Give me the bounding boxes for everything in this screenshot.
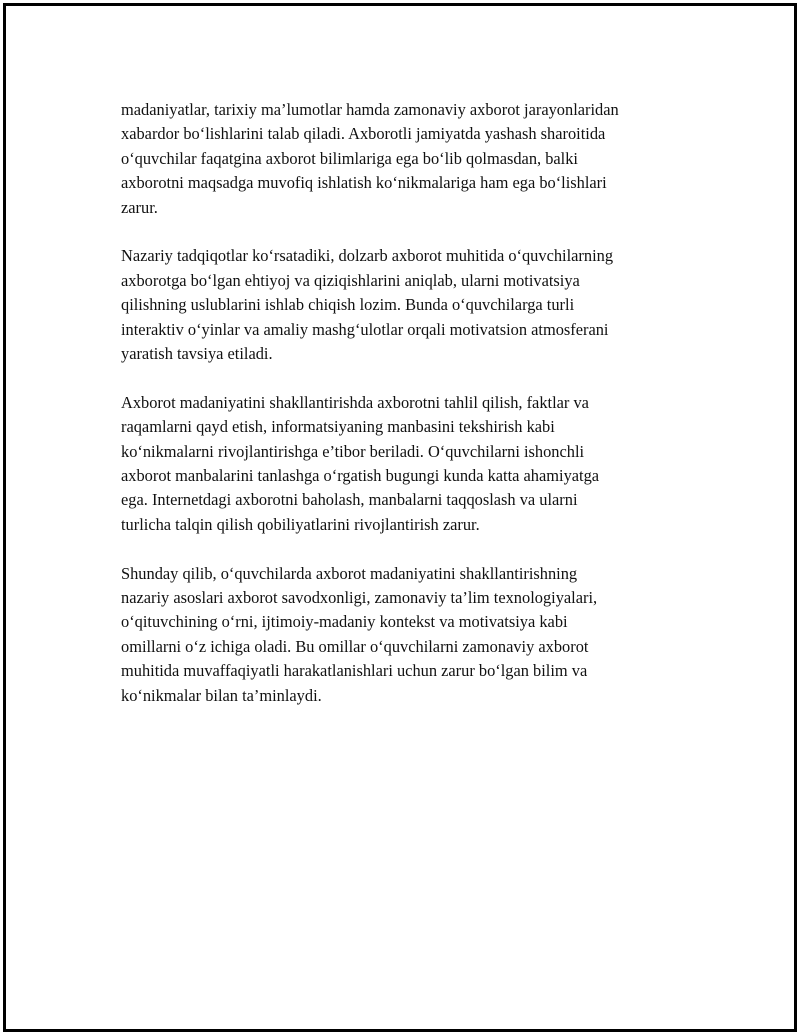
paragraph-3: Axborot madaniyatini shakllantirishda axborotni tahlil qilish, faktlar va raqamlarni qayd etish, informatsiyaning manbasini tekshirish kabi ko‘nikmalarni rivojlantirishga e’tibor beriladi. O‘quvchilarni ishonchli axborot manbalarini tanlashga o‘rgatish bugungi kunda katta ahamiyatga ega. Internetdagi axborotni baholash, manbalarni taqqoslash va ularni turlicha talqin qilish qobiliyatlarini rivojlantirish zarur. bbox=[121, 392, 600, 534]
paragraph-4: Shunday qilib, o‘quvchilarda axborot madaniyatini shakllantirishning nazariy asoslari axborot savodxonligi, zamonaviy ta’lim texnologiyalari, o‘qituvchining o‘rni, ijtimoiy-madaniy kontekst va motivatsiya kabi omillarni o‘z ichiga oladi. Bu omillar o‘quvchilarni zamonaviy axborot muhitida muvaffaqiyatli harakatlanishlari uchun zarur bo‘lgan bilim va ko‘nikmalar bilan ta’minlaydi. bbox=[121, 563, 598, 705]
paragraph-2: Nazariy tadqiqotlar ko‘rsatadiki, dolzarb axborot muhitida o‘quvchilarning axborotga bo‘lgan ehtiyoj va qiziqishlarini aniqlab, ularni motivatsiya qilishning uslublarini ishlab chiqish lozim. Bunda o‘quvchilarga turli interaktiv o‘yinlar va amaliy mashg‘ulotlar orqali motivatsion atmosferani yaratish tavsiya etiladi. bbox=[121, 246, 614, 364]
paragraph-1: madaniyatlar, tarixiy ma’lumotlar hamda zamonaviy axborot jarayonlaridan xabardor bo‘lishlarini talab qiladi. Axborotli jamiyatda yashash sharoitida o‘quvchilar faqatgina axborot bilimlariga ega bo‘lib qolmasdan, balki axborotni maqsadga muvofiq ishlatish ko‘nikmalariga ham ega bo‘lishlari zarur. bbox=[121, 100, 619, 217]
page-border bbox=[3, 3, 797, 1032]
document-body bbox=[121, 98, 706, 733]
